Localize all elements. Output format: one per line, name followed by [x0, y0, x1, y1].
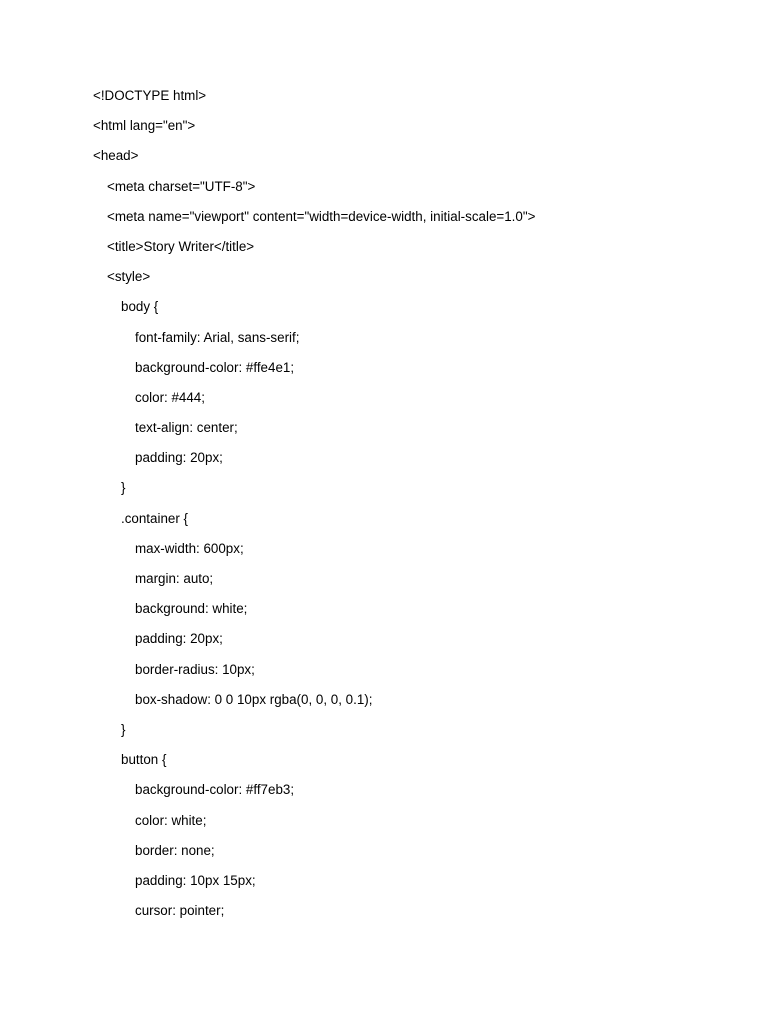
code-line: <head>: [93, 148, 139, 164]
code-listing: [93, 86, 733, 931]
code-line: padding: 10px 15px;: [135, 872, 256, 888]
code-line: .container {: [121, 510, 188, 526]
code-line: <meta charset="UTF-8">: [107, 178, 256, 194]
code-line: <meta name="viewport" content="width=device-width, initial-scale=1.0">: [107, 208, 536, 224]
code-line: background: white;: [135, 601, 248, 617]
code-line: body {: [121, 299, 159, 315]
code-line: font-family: Arial, sans-serif;: [135, 329, 300, 345]
code-line: background-color: #ffe4e1;: [135, 359, 295, 375]
code-line: border-radius: 10px;: [135, 661, 255, 677]
code-line: <html lang="en">: [93, 118, 196, 134]
code-line: <style>: [107, 269, 151, 285]
code-line: text-align: center;: [135, 420, 238, 436]
code-line: color: #444;: [135, 389, 205, 405]
code-line: background-color: #ff7eb3;: [135, 782, 295, 798]
code-line: button {: [121, 752, 167, 768]
code-line: }: [121, 480, 126, 496]
code-line: border: none;: [135, 842, 215, 858]
code-line: padding: 20px;: [135, 450, 223, 466]
code-line: }: [121, 721, 126, 737]
code-line: margin: auto;: [135, 571, 214, 586]
code-line: max-width: 600px;: [135, 540, 244, 556]
code-line: <title>Story Writer</title>: [107, 238, 255, 254]
code-line: color: white;: [135, 812, 207, 828]
code-line: padding: 20px;: [135, 631, 223, 647]
code-line: cursor: pointer;: [135, 903, 225, 919]
code-line: box-shadow: 0 0 10px rgba(0, 0, 0, 0.1);: [135, 691, 373, 707]
code-line: <!DOCTYPE html>: [93, 88, 207, 103]
